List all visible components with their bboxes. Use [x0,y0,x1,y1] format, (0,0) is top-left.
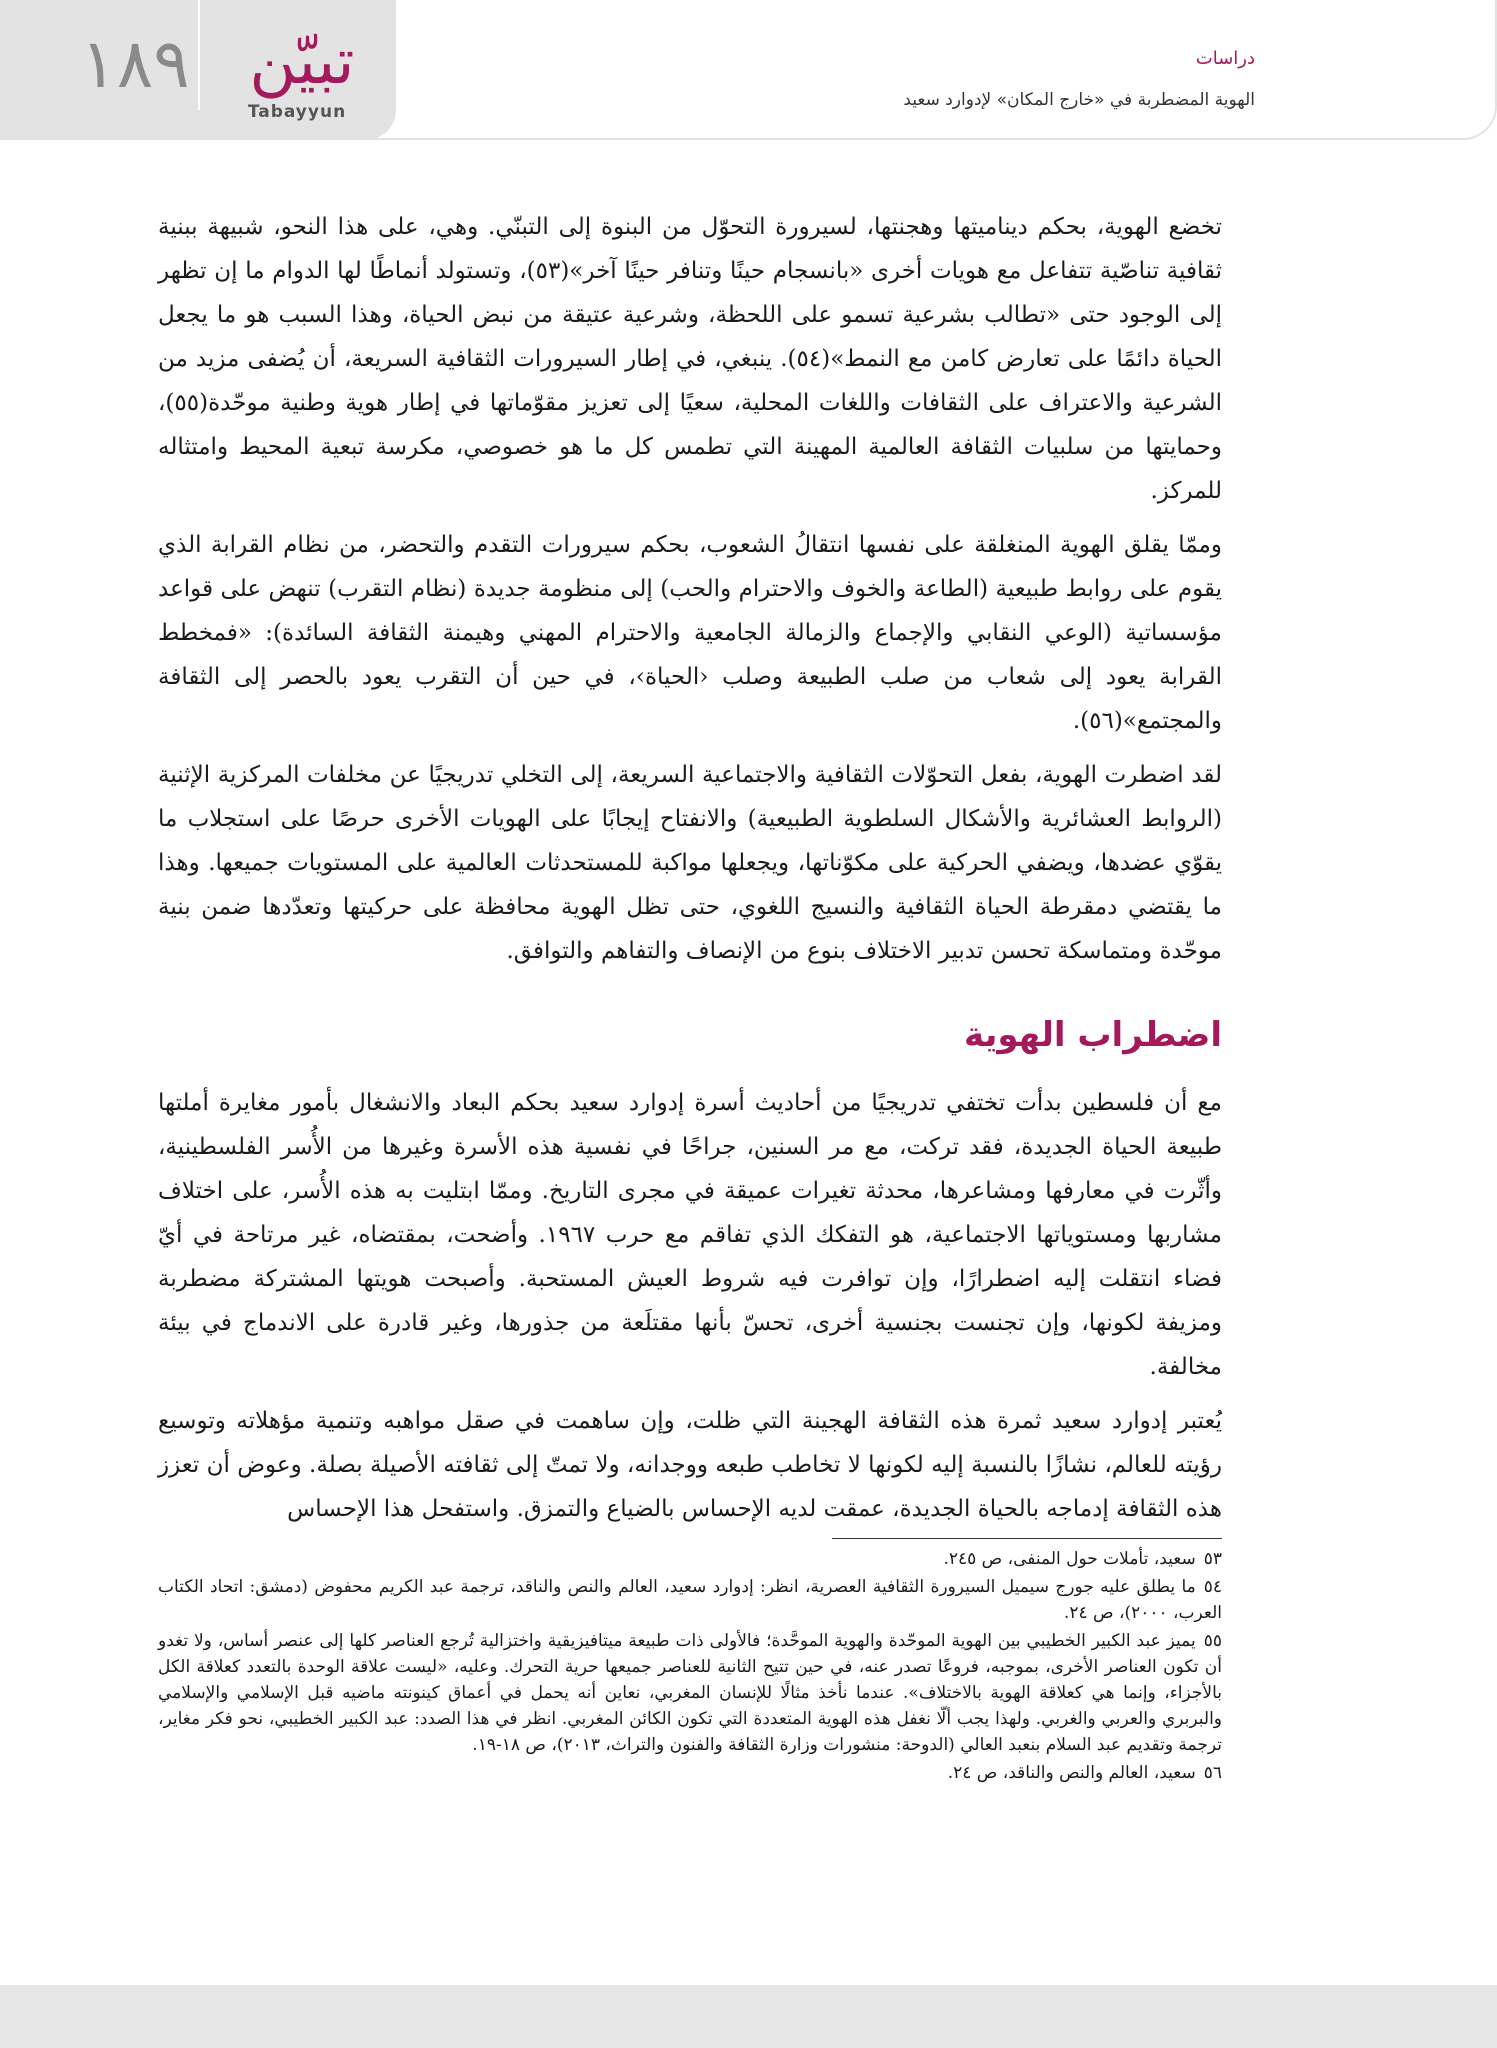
article-body [158,205,1222,1541]
paragraph: لقد اضطرت الهوية، بفعل التحوّلات الثقافية والاجتماعية السريعة، إلى التخلي تدريجيًا عن مخلفات المركزية الإثنية (الروابط العشائرية والأشكال السلطوية الطبيعية) والانفتاح إيجابًا على الهويات الأخرى حرصًا على استجلاب ما يقوّي عضدها، ويضفي الحركية على مكوّناتها، ويجعلها مواكبة للمستحدثات العالمية على المستويات جميعها. وهذا ما يقتضي دمقرطة الحياة الثقافية والنسيج اللغوي، حتى تظل الهوية محافظة على حركيتها وتعدّدها ضمن بنية موحّدة ومتماسكة تحسن تدبير الاختلاف بنوع من الإنصاف والتفاهم والتوافق. [158,762,1222,964]
header-divider [198,0,200,110]
footer-bar [0,1985,1497,2048]
section-heading: اضطراب الهوية [963,1015,1222,1055]
paragraph: مع أن فلسطين بدأت تختفي تدريجيًا من أحاديث أسرة إدوارد سعيد بحكم البعاد والانشغال بأمور مغايرة أملتها طبيعة الحياة الجديدة، فقد تركت، مع مر السنين، جراحًا في نفسية هذه الأسرة وغيرها من الأُسر الفلسطينية، وأثّرت في معارفها ومشاعرها، محدثة تغيرات عميقة في مجرى التاريخ. وممّا ابتليت به هذه الأُسر، على اختلاف مشاربها ومستوياتها الاجتماعية، هو التفكك الذي تفاقم مع حرب ١٩٦٧. وأضحت، بمقتضاه، غير مرتاحة في أيّ فضاء انتقلت إليه اضطرارًا، وإن توافرت فيه شروط العيش المستحبة. وأصبحت هويتها المشتركة مضطربة ومزيفة لكونها، وإن تجنست بجنسية أخرى، تحسّ بأنها مقتلَعة من جذورها، وغير قادرة على الاندماج في بيئة مخالفة. [158,1090,1222,1380]
footnote [158,1546,1222,1572]
footnote-text: سعيد، تأملات حول المنفى، ص ٢٤٥. [943,1549,1196,1569]
footnote-number: ٥٦ [1203,1763,1222,1783]
footnote-rule [832,1538,1222,1539]
footnote-number: ٥٥ [1203,1631,1222,1651]
footnotes [158,1546,1222,1788]
running-title: الهوية المضطربة في «خارج المكان» لإدوارد سعيد [903,90,1255,110]
paragraph: تخضع الهوية، بحكم ديناميتها وهجنتها، لسيرورة التحوّل من البنوة إلى التبنّي. وهي، على هذا النحو، شبيهة ببنية ثقافية تناصّية تتفاعل مع هويات أخرى «بانسجام حينًا وتنافر حينًا آخر»(٥٣)، وتستولد أنماطًا لها الدوام ما إن تظهر إلى الوجود حتى «تطالب بشرعية تسمو على اللحظة، وشرعية عتيقة من نبض الحياة، وهذا السبب هو ما يجعل الحياة دائمًا على تعارض كامن مع النمط»(٥٤). ينبغي، في إطار السيرورات الثقافية السريعة، أن يُضفى مزيد من الشرعية والاعتراف على الثقافات واللغات المحلية، سعيًا إلى تعزيز مقوّماتها في إطار هوية وطنية موحّدة(٥٥)، وحمايتها من سلبيات الثقافة العالمية المهينة التي تطمس كل ما هو خصوصي، مكرسة تبعية المحيط وامتثاله للمركز. [158,214,1223,504]
header-frame [260,0,1497,140]
page-number: ١٨٩ [80,25,190,104]
paragraph: وممّا يقلق الهوية المنغلقة على نفسها انتقالُ الشعوب، بحكم سيرورات التقدم والتحضر، من نظام القرابة الذي يقوم على روابط طبيعية (الطاعة والخوف والاحترام والحب) إلى منظومة جديدة (نظام التقرب) تنهض على قواعد مؤسساتية (الوعي النقابي والإجماع والزمالة الجامعية والاحترام المهني وهيمنة الثقافة السائدة): «فمخطط القرابة يعود إلى شعاب من صلب الطبيعة وصلب ‹الحياة›، في حين أن التقرب يعود بالحصر إلى الثقافة والمجتمع»(٥٦). [158,532,1222,734]
section-label: دراسات [1195,48,1255,69]
paragraph: يُعتبر إدوارد سعيد ثمرة هذه الثقافة الهجينة التي ظلت، وإن ساهمت في صقل مواهبه وتنمية مؤهلاته وتوسيع رؤيته للعالم، نشازًا بالنسبة إليه لكونها لا تخاطب طبعه ووجدانه، ولا تمتّ إلى ثقافته الأصيلة بصلة. وعوض أن تعزز هذه الثقافة إدماجه بالحياة الجديدة، عمقت لديه الإحساس بالضياع والتمزق. واستفحل هذا الإحساس [158,1408,1222,1522]
footnote-text: سعيد، العالم والنص والناقد، ص ٢٤. [947,1763,1196,1783]
footnote [158,1760,1222,1786]
footnote-number: ٥٣ [1203,1549,1222,1569]
logo-arabic: تبيّن [249,25,355,99]
logo-latin: Tabayyun [247,102,347,122]
footnote [158,1628,1222,1758]
footnote-text: ما يطلق عليه جورج سيميل السيرورة الثقافية العصرية، انظر: إدوارد سعيد، العالم والنص والناقد، ترجمة عبد الكريم محفوض (دمشق: اتحاد الكتاب العرب، ٢٠٠٠)، ص ٢٤. [158,1577,1222,1623]
footnote-number: ٥٤ [1203,1577,1222,1597]
footnote-text: يميز عبد الكبير الخطيبي بين الهوية الموحّدة والهوية الموحَّدة؛ فالأولى ذات طبيعة ميتافيزيقية واختزالية تُرجع العناصر كلها إلى عنصر أساس، ولا تغدو أن تكون العناصر الأخرى، بموجبه، فروعًا تصدر عنه، في حين تتيح الثانية للعناصر جميعها حرية التحرك. وعليه، «ليست علاقة الوحدة بالتعدد كعلاقة الكل بالأجزاء، وإنما هي كعلاقة الهوية بالاختلاف». عندما نأخذ مثالًا للإنسان المغربي، نعاين أنه يحمل في أعماق كينونته ماضيه قبل الإسلامي والإسلامي والبربري والعربي والغربي. ولهذا يجب ألّا نغفل هذه الهوية المتعددة التي تكون الكائن المغربي. انظر في هذا الصدد: عبد الكبير الخطيبي، نحو فكر مغاير، ترجمة وتقديم عبد السلام بنعبد العالي (الدوحة: منشورات وزارة الثقافة والفنون والتراث، ٢٠١٣)، ص ١٨-١٩. [158,1631,1222,1755]
footnote [158,1574,1222,1626]
